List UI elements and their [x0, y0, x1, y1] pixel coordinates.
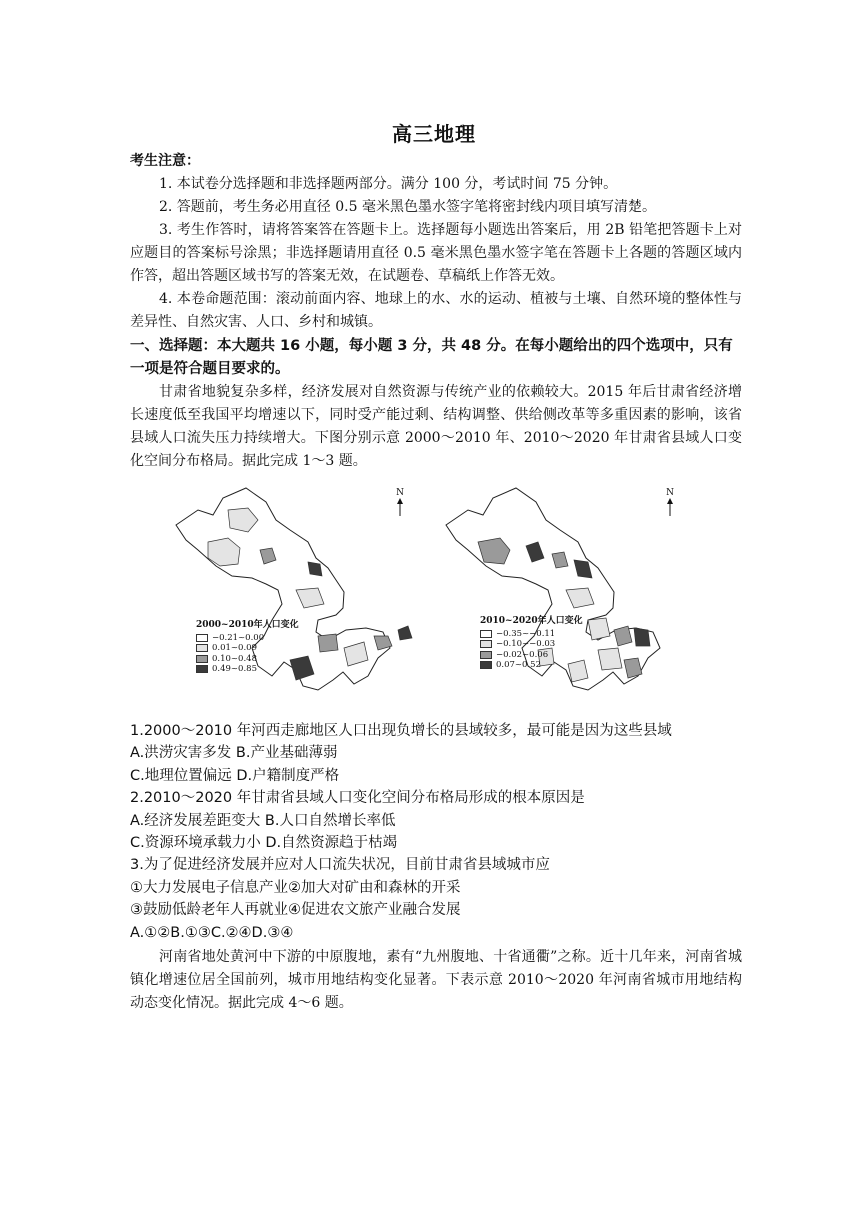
legend-row: −0.35~−0.11 [480, 629, 583, 640]
question-1-options-ab: A.洪涝灾害多发 B.产业基础薄弱 [130, 745, 338, 762]
legend-row: −0.21~0.00 [196, 633, 299, 644]
legend-title: 2000~2010年人口变化 [196, 620, 299, 630]
legend-row: 0.01~0.09 [196, 643, 299, 654]
question-3: 3.为了促进经济发展并应对人口流失状况，目前甘肃省县域城市应 [130, 857, 550, 874]
legend-row: −0.10~−0.03 [480, 639, 583, 650]
legend-row: 0.07~0.52 [480, 660, 583, 671]
notice-item: 3. 考生作答时，请将答案答在答题卡上。选择题每小题选出答案后，用 2B 铅笔把答题卡上对应题目的答案标号涂黑；非选择题请用直径 0.5 毫米黑色墨水签字笔在答题卡上各题的答题区域内作答，超出答题区域书写的答案无效，在试题卷、草稿纸上作答无效。 [130, 222, 742, 284]
legend-row: 0.49~0.85 [196, 664, 299, 675]
map-2000-2010 [168, 480, 436, 696]
legend-2000-2010 [196, 620, 299, 675]
question-2-options-ab: A.经济发展差距变大 B.人口自然增长率低 [130, 812, 396, 829]
population-maps [168, 480, 724, 696]
passage-gansu: 甘肃省地貌复杂多样，经济发展对自然资源与传统产业的依赖较大。2015 年后甘肃省经济增长速度低至我国平均增速以下，同时受产能过剩、结构调整、供给侧改革等多重因素的影响，该省县域人口流失压力持续增大。下图分别示意 2000～2010 年、2010～2020 年甘肃省县域人口变化空间分布格局。据此完成 1～3 题。 [130, 384, 742, 469]
notice-block [130, 150, 742, 473]
north-arrow-label: N [666, 488, 674, 498]
page-title: 高三地理 [392, 122, 476, 146]
notice-item: 1. 本试卷分选择题和非选择题两部分。满分 100 分，考试时间 75 分钟。 [159, 176, 618, 192]
notice-heading: 考生注意： [130, 153, 200, 169]
legend-row: 0.10~0.48 [196, 654, 299, 665]
legend-title: 2010~2020年人口变化 [480, 616, 583, 626]
question-3-item-12: ①大力发展电子信息产业②加大对矿由和森林的开采 [130, 879, 461, 896]
question-1: 1.2000～2010 年河西走廊地区人口出现负增长的县域较多，最可能是因为这些县域 [130, 723, 672, 739]
questions-block [130, 720, 742, 1015]
north-arrow-label: N [396, 488, 404, 498]
notice-item: 2. 答题前，考生务必用直径 0.5 毫米黑色墨水签字笔将密封线内项目填写清楚。 [159, 199, 656, 215]
section-heading: 一、选择题：本大题共 16 小题，每小题 3 分，共 48 分。在每小题给出的四个选项中，只有一项是符合题目要求的。 [130, 338, 733, 377]
notice-item: 4. 本卷命题范围：滚动前面内容、地球上的水、水的运动、植被与土壤、自然环境的整体性与差异性、自然灾害、人口、乡村和城镇。 [130, 291, 742, 330]
question-2-options-cd: C.资源环境承载力小 D.自然资源趋于枯竭 [130, 835, 398, 852]
question-2: 2.2010～2020 年甘肃省县域人口变化空间分布格局形成的根本原因是 [130, 790, 585, 807]
legend-row: −0.02~0.06 [480, 650, 583, 661]
question-3-options: A.①②B.①③C.②④D.③④ [130, 924, 294, 941]
passage-henan: 河南省地处黄河中下游的中原腹地，素有“九州腹地、十省通衢”之称。近十几年来，河南省城镇化增速位居全国前列，城市用地结构变化显著。下表示意 2010～2020 年河南省城市用地结构动态变化情况。据此完成 4～6 题。 [130, 949, 742, 1012]
map-2010-2020 [438, 480, 706, 696]
question-1-options-cd: C.地理位置偏远 D.户籍制度严格 [130, 767, 340, 784]
question-3-item-34: ③鼓励低龄老年人再就业④促进农文旅产业融合发展 [130, 902, 461, 919]
legend-2010-2020 [480, 616, 583, 671]
